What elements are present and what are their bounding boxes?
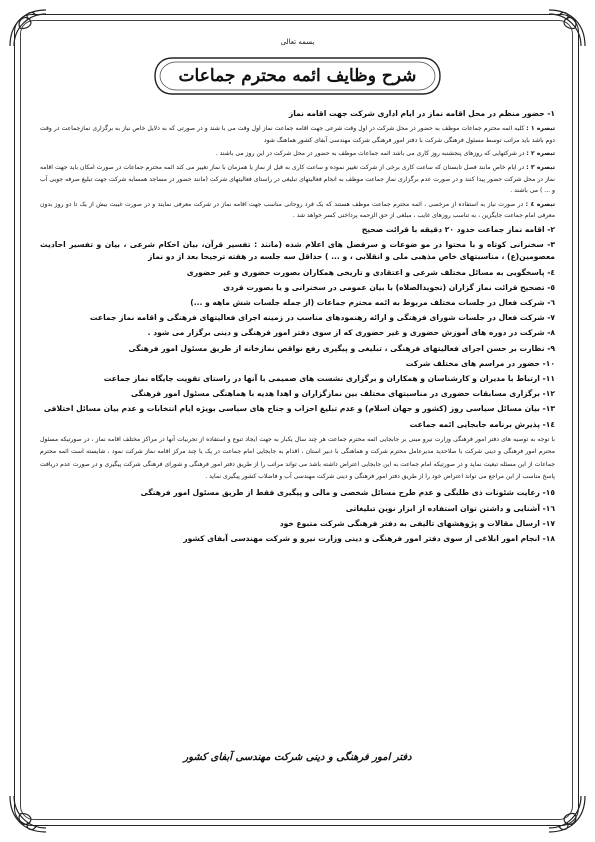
note-paragraph: [40, 162, 555, 197]
note-label: تبصره ۱ :: [526, 125, 555, 133]
duty-item: ۱٦- آشنایی و داشتن توان استفاده از ابزار نوین تبلیغاتی: [345, 503, 555, 513]
page-title: شرح وظایف ائمه محترم جماعات: [178, 66, 417, 86]
corner-ornament-icon: [543, 790, 589, 836]
note-paragraph: [40, 123, 555, 146]
duty-item: ۱٤- پذیرش برنامه جابجایی ائمه جماعت: [409, 419, 555, 429]
body-paragraph: با توجه به توصیه های دفتر امور فرهنگی وزارت نیرو مبنی بر جابجایی ائمه محترم جماعت هر چند سال یکبار به جهت ایجاد تنوع و استفاده از تجربیات آنها در مراکز مختلف اقامه نماز ، در صورتیکه مسئول محترم امور فرهنگی و دینی شرکت با صلاحدید مدیرعامل محترم شرکت و هماهنگی با دبیر استان ، اقدام به جابجایی امام جماعت در یک یا چند مرکز اقامه نماز شرکت نمود ، شایسته است ائمه محترم جماعات از این مسئله تبعیت نماید و در صورتیکه امام جماعت به این جابجایی اعتراض داشته باشد می تواند مراتب را از طریق دفتر امور فرهنگی و شورای فرهنگی شرکت پیگیری و در صورت عدم دریافت پاسخ مناسب از این مراجع می تواند اعتراض خود را از طریق دفتر امور فرهنگی و دینی شرکت مهندسی آب و فاضلاب کشور پیگیری نماید .: [40, 435, 555, 481]
duty-item: ۷- شرکت فعال در جلسات شورای فرهنگی و ارائه رهنمودهای مناسب در زمینه اجرای فعالیتهای فرهنگی و اقامه نماز جماعت: [89, 313, 555, 323]
bismillah: بسمه تعالی: [280, 38, 315, 46]
note-text: در صورت نیاز به استفاده از مرخصی ، ائمه محترم جماعت موظف هستند که یک فرد روحانی مناسب جهت اقامه نماز در شرکت معرفی نمایند و در صورت غیبت بیش از یک تا دو روز بدون معرفی امام جماعت جایگزین ، به تناسب روزهای غایب ، مبلغی از حق الزحمه پرداختی کسر خواهد شد .: [40, 200, 555, 220]
duty-item: ۲- اقامه نماز جماعت حدود ۲۰ دقیقه با قرائت صحیح: [361, 224, 555, 234]
note-text: کلیه ائمه محترم جماعات موظف به حضور در محل شرکت در اول وقت شرعی جهت اقامه جماعت نماز اول وقت می با شند و در صورتی که به دلایل خاص نیاز به برگزاری نمازجماعت در وقت دوم باشد باید مراتب توسط مسئول فرهنگی شرکت با دفتر امور فرهنگی شرکت مهندسی آبفای کشور هماهنگ شود: [40, 125, 555, 144]
title-frame: [152, 55, 443, 97]
duty-item: ۱۷- ارسال مقالات و پژوهشهای تالیفی به دفتر فرهنگی شرکت متبوع خود: [279, 518, 555, 528]
duty-item: ۱۸- انجام امور ابلاغی از سوی دفتر امور فرهنگی و دینی وزارت نیرو و شرکت مهندسی آبفای کشور: [183, 534, 555, 544]
note-label: تبصره ۲ :: [526, 150, 555, 158]
duty-item: ۹- نظارت بر حسن اجرای فعالیتهای فرهنگی ، تبلیغی و پیگیری رفع نواقص نمازخانه از طریق مسئول امور فرهنگی: [128, 343, 555, 353]
note-paragraph: [40, 199, 555, 222]
duty-item: ٤- پاسخگویی به مسائل مختلف شرعی و اعتقادی و تاریخی همکاران بصورت حضوری و غیر حضوری: [186, 267, 555, 277]
note-label: تبصره ٤ :: [525, 200, 556, 208]
duty-item: ۱٥- رعایت شئونات ذی طلبگی و عدم طرح مسائل شخصی و مالی و پیگیری فقط از طریق مسئول امور فرهنگی: [140, 488, 555, 498]
signature: دفتر امور فرهنگی و دینی شرکت مهندسی آبفای کشور: [183, 752, 412, 763]
duty-item: ۱- حضور منظم در محل اقامه نماز در ایام اداری شرکت جهت اقامه نماز: [288, 109, 555, 118]
note-label: تبصره ۳ :: [526, 163, 555, 171]
corner-ornament-icon: [6, 790, 52, 836]
duty-item: ٦- شرکت فعال در جلسات مختلف مربوط به ائمه محترم جماعات (از جمله جلسات شش ماهه و ...): [190, 297, 555, 307]
duty-item: ۱۱- ارتباط با مدیران و کارشناسان و همکاران و برگزاری نشست های صمیمی با آنها در راستای تقویت جایگاه نماز جماعت: [103, 373, 555, 383]
duty-item: ۸- شرکت در دوره های آموزش حضوری و غیر حضوری که از سوی دفتر امور فرهنگی و دینی برگزار می شود .: [147, 328, 555, 338]
duties-list: [40, 108, 555, 548]
duty-item: ٥- تصحیح قرائت نماز گزاران (تجویدالصلاه) با بیان عمومی در سخنرانی و یا بصورت فردی: [223, 282, 555, 292]
duty-item: ۳- سخنرانی کوتاه و با محتوا در مو ضوعات و سرفصل های اعلام شده (مانند : تفسیر قرآن، بیان احکام شرعی ، بیان و تفسیر احادیث معصومین(ع) ، مناسبتهای خاص مذهبی ملی و انقلابی ، و ... ) حداقل سه جلسه در هفته ترجیحا بعد از دو نماز: [40, 240, 555, 262]
note-text: در ایام خاص مانند فصل تابستان که ساعت کاری برخی از شرکت تغییر نموده و ساعت کاری به قبل از نماز یا همزمان با نماز تغییر می کند ائمه محترم جماعات در صورت امکان باید جهت اقامه نماز در محل شرکت حضور پیدا کنند و در صورت عدم برگزاری نماز جماعت موظف به انجام فعالیتهای تبلیغی در راستای فعالیتهای شرکت (مانند حضور در مساجد همسایه شرکت جهت تبلیغ صرفه جویی آب و ... ) می باشند .: [40, 163, 555, 195]
duty-item: ۱۲- برگزاری مسابقات حضوری در مناسبتهای مختلف بین نمازگزاران و اهدا هدیه با هماهنگی مسئول امور فرهنگی: [130, 389, 555, 399]
note-paragraph: [40, 148, 555, 160]
note-text: در شرکتهایی که روزهای پنجشنبه روز کاری می باشد ائمه جماعات موظف به حضور در محل شرکت در این روز می باشند .: [215, 150, 527, 158]
duty-item: ۱۰- حضور در مراسم های مختلف شرکت: [405, 358, 555, 368]
duty-item: ۱۳- بیان مسائل سیاسی روز (کشور و جهان اسلام) و عدم تبلیغ احزاب و جناح های سیاسی بویژه ایام انتخابات و عدم بیان مسائل اختلافی: [43, 404, 555, 414]
